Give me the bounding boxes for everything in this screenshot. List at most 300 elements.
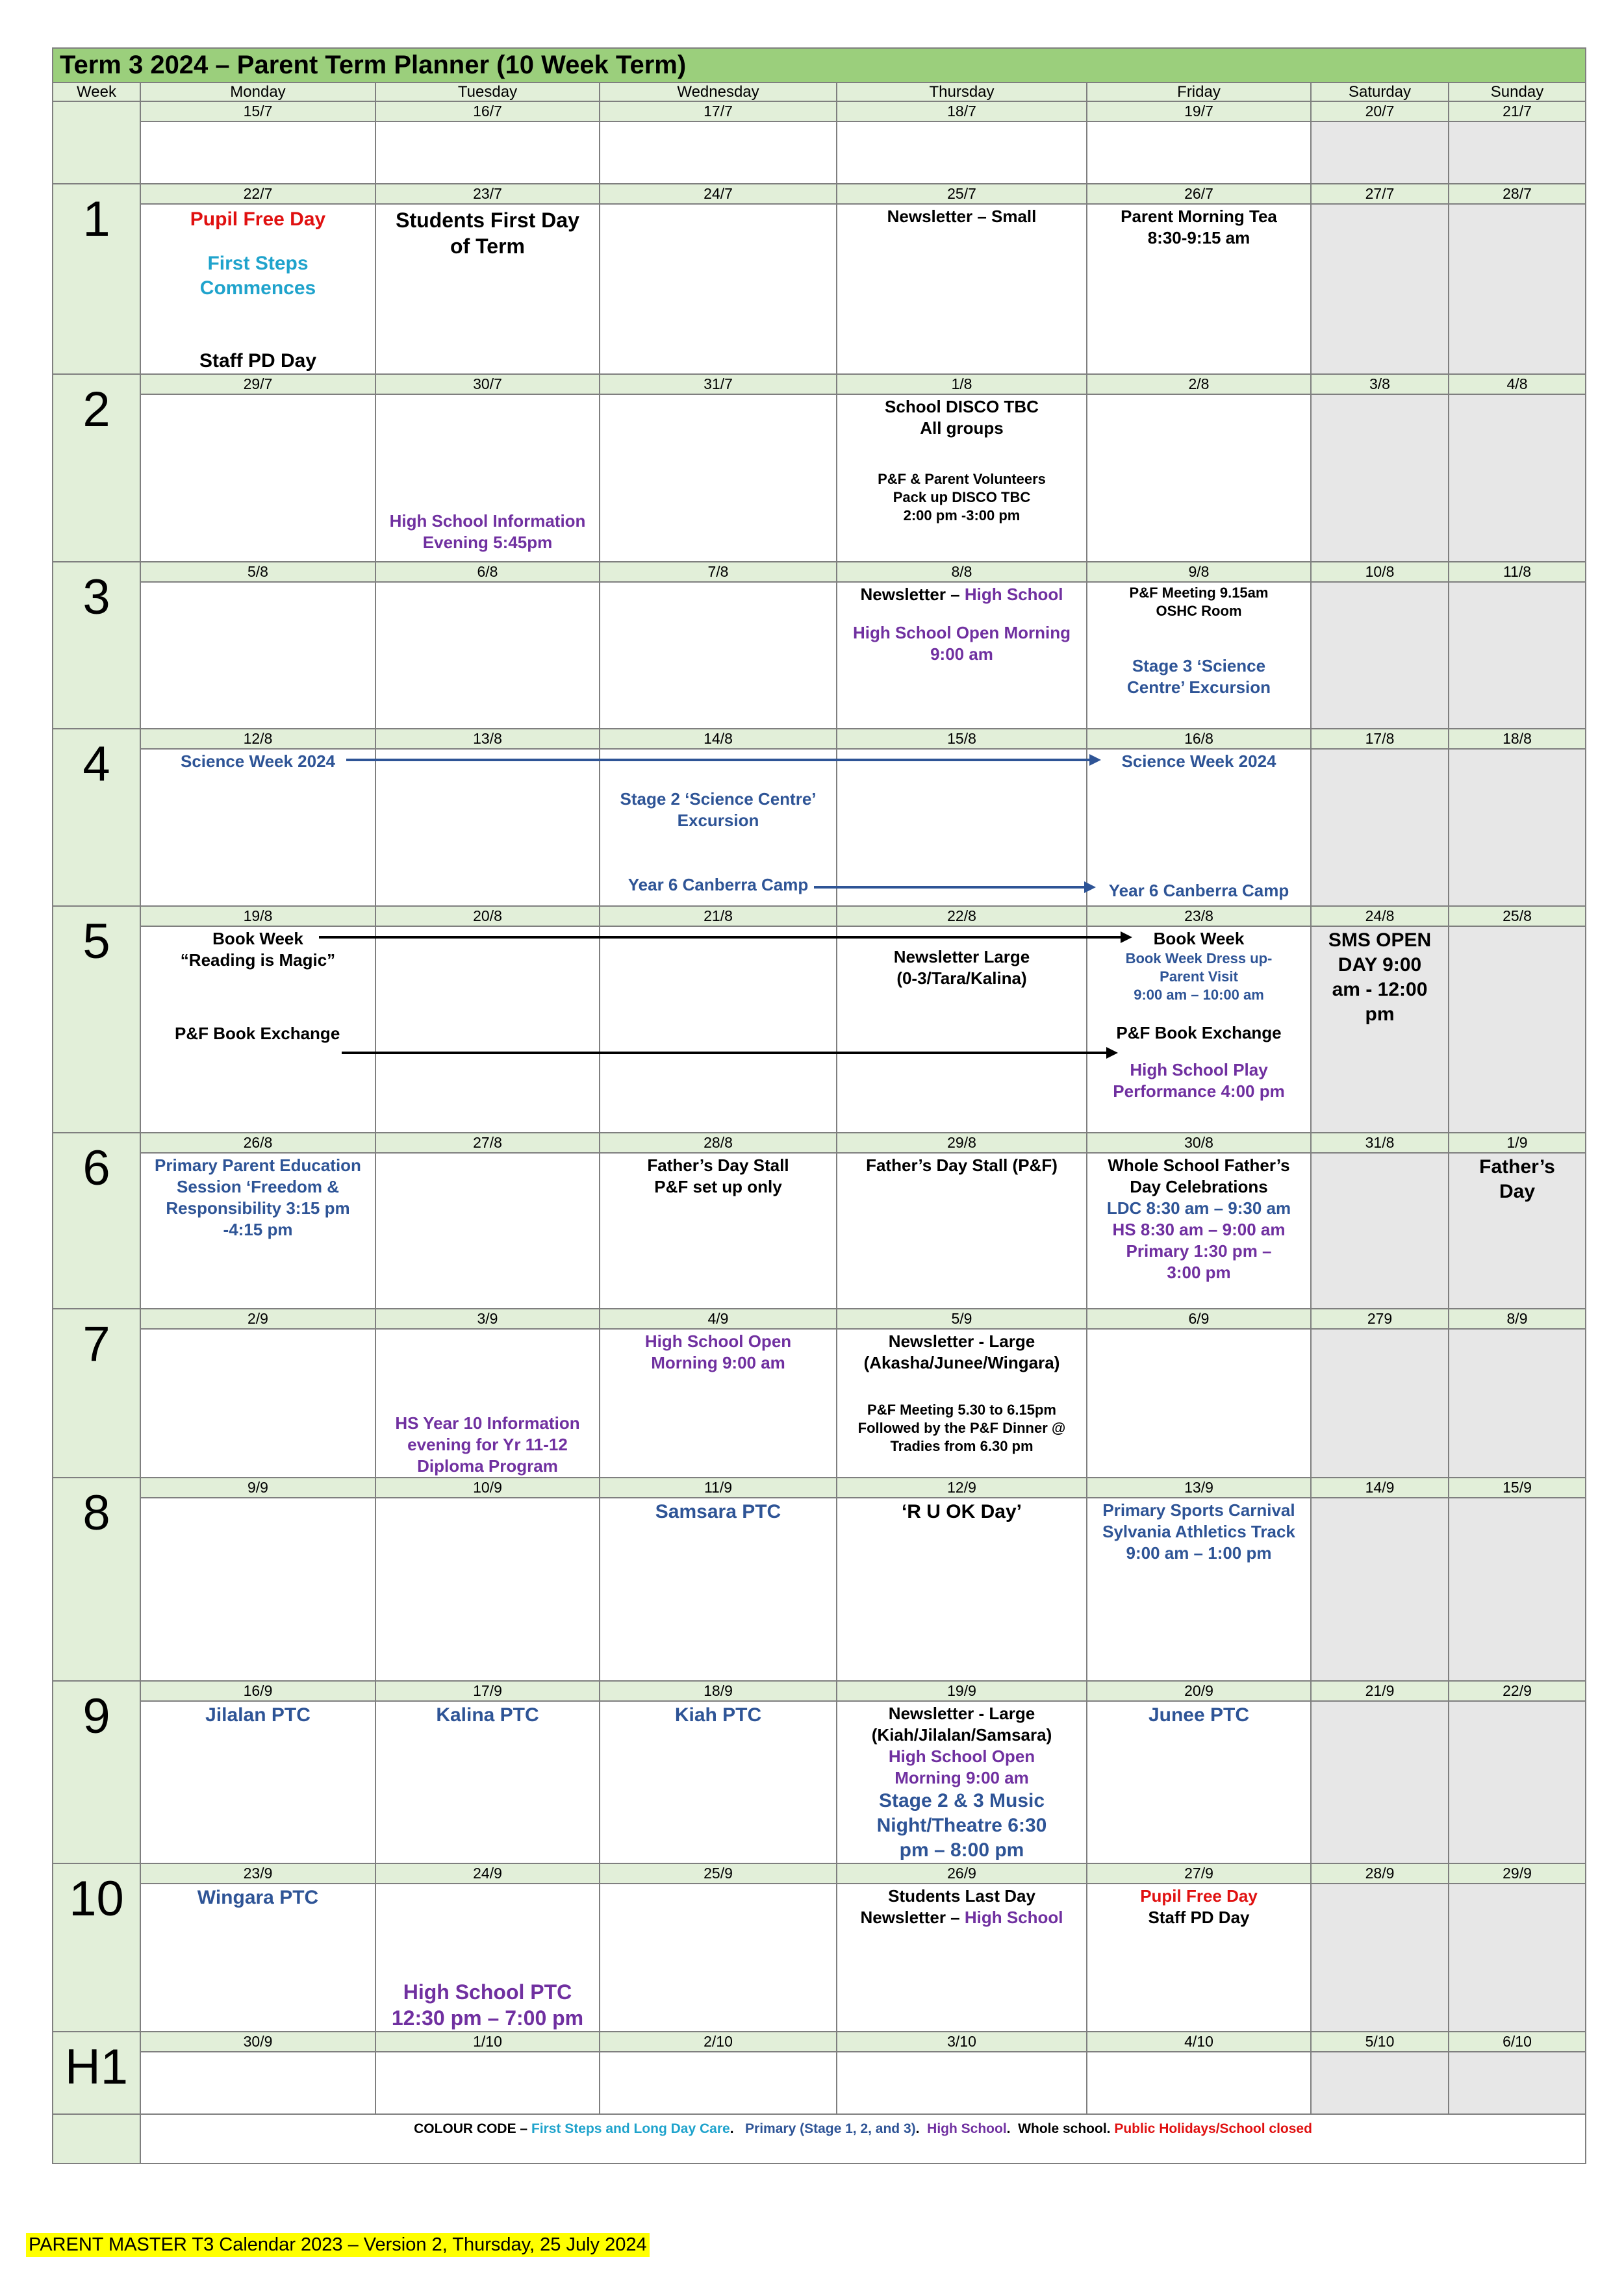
week-7-friday-date: 6/9 bbox=[1087, 1309, 1311, 1329]
week-1-thursday-cell bbox=[837, 204, 1087, 374]
event-text: All groups bbox=[920, 418, 1004, 438]
event-text: Father’s Day bbox=[1479, 1156, 1555, 1202]
week-9-monday-date: 16/9 bbox=[140, 1681, 375, 1701]
week-8-monday-date: 9/9 bbox=[140, 1478, 375, 1498]
week-7-events-row bbox=[53, 1329, 1586, 1478]
week-10-date-row bbox=[53, 1863, 1586, 1884]
week-10-wednesday-cell bbox=[600, 1884, 837, 2032]
event-text: Science Week 2024 bbox=[1121, 751, 1276, 771]
week-3-sunday-cell bbox=[1449, 582, 1586, 729]
week-6-wednesday-date: 28/8 bbox=[600, 1133, 837, 1153]
event-text: P&F set up only bbox=[654, 1177, 782, 1196]
week-h1-tuesday-cell bbox=[375, 2052, 600, 2114]
week-2-friday-date: 2/8 bbox=[1087, 374, 1311, 394]
week-h1-monday-date: 30/9 bbox=[140, 2032, 375, 2052]
event-text: Book Week Dress up-Parent Visit bbox=[1125, 950, 1273, 985]
event-text: Year 6 Canberra Camp bbox=[628, 875, 809, 894]
week-5-friday-cell bbox=[1087, 926, 1311, 1133]
event-text: Science Week 2024 bbox=[180, 751, 336, 771]
week-4-events-row bbox=[53, 749, 1586, 906]
week-h1-sunday-cell bbox=[1449, 2052, 1586, 2114]
event-text: HS 8:30 am – 9:00 am bbox=[1112, 1220, 1286, 1239]
week-3-friday-cell bbox=[1087, 582, 1311, 729]
week-10-thursday-date: 26/9 bbox=[837, 1863, 1087, 1884]
week-1-tuesday-date: 23/7 bbox=[375, 184, 600, 204]
week-7-friday-cell bbox=[1087, 1329, 1311, 1478]
event-text: Newsletter - Large (Akasha/Junee/Wingara) bbox=[863, 1331, 1060, 1372]
legend-whole-school: Whole school bbox=[1018, 2121, 1107, 2136]
week-0-wednesday-cell bbox=[600, 121, 837, 184]
event-text: Pupil Free Day bbox=[190, 208, 326, 230]
week-6-monday-date: 26/8 bbox=[140, 1133, 375, 1153]
event-text: Samsara PTC bbox=[655, 1501, 781, 1522]
event-text: Newsletter - Large (Kiah/Jilalan/Samsara) bbox=[871, 1704, 1052, 1745]
week-6-sunday-cell bbox=[1449, 1153, 1586, 1309]
week-9-tuesday-date: 17/9 bbox=[375, 1681, 600, 1701]
event-text: High School Open Morning 9:00 am bbox=[644, 1331, 792, 1372]
week-7-wednesday-cell bbox=[600, 1329, 837, 1478]
legend-public-holidays: Public Holidays/School closed bbox=[1114, 2121, 1312, 2136]
week-3-thursday-cell bbox=[837, 582, 1087, 729]
page-title: Term 3 2024 – Parent Term Planner (10 Week Term) bbox=[53, 48, 1586, 82]
event-text: High School Open Morning 9:00 am bbox=[888, 1747, 1035, 1787]
week-10-label-cell bbox=[53, 1863, 140, 2032]
week-h1-monday-cell bbox=[140, 2052, 375, 2114]
week-6-friday-date: 30/8 bbox=[1087, 1133, 1311, 1153]
event-text: P&F Book Exchange bbox=[175, 1024, 340, 1043]
week-h1-friday-date: 4/10 bbox=[1087, 2032, 1311, 2052]
week-5-thursday-date: 22/8 bbox=[837, 906, 1087, 926]
week-h1-saturday-date: 5/10 bbox=[1311, 2032, 1449, 2052]
week-5-sunday-date: 25/8 bbox=[1449, 906, 1586, 926]
week-number: 4 bbox=[82, 737, 110, 792]
week-0-tuesday-date: 16/7 bbox=[375, 101, 600, 121]
week-1-date-row bbox=[53, 184, 1586, 204]
week-h1-friday-cell bbox=[1087, 2052, 1311, 2114]
week-number: 5 bbox=[82, 914, 110, 969]
week-h1-events-row bbox=[53, 2052, 1586, 2114]
week-0-saturday-cell bbox=[1311, 121, 1449, 184]
week-7-wednesday-date: 4/9 bbox=[600, 1309, 837, 1329]
event-text: Stage 2 ‘Science Centre’ Excursion bbox=[620, 789, 817, 830]
week-4-sunday-date: 18/8 bbox=[1449, 729, 1586, 749]
week-0-friday-date: 19/7 bbox=[1087, 101, 1311, 121]
week-8-friday-cell bbox=[1087, 1498, 1311, 1681]
week-2-monday-date: 29/7 bbox=[140, 374, 375, 394]
week-6-monday-cell bbox=[140, 1153, 375, 1309]
week-h1-saturday-cell bbox=[1311, 2052, 1449, 2114]
event-text: 9:00 am – 10:00 am bbox=[1134, 987, 1264, 1003]
week-0-thursday-cell bbox=[837, 121, 1087, 184]
week-4-saturday-date: 17/8 bbox=[1311, 729, 1449, 749]
week-8-wednesday-cell bbox=[600, 1498, 837, 1681]
event-newsletter-line bbox=[837, 1907, 1086, 1928]
week-2-tuesday-date: 30/7 bbox=[375, 374, 600, 394]
week-10-friday-date: 27/9 bbox=[1087, 1863, 1311, 1884]
week-4-friday-cell bbox=[1087, 749, 1311, 906]
week-2-sunday-date: 4/8 bbox=[1449, 374, 1586, 394]
week-number: 3 bbox=[82, 570, 110, 625]
week-8-tuesday-date: 10/9 bbox=[375, 1478, 600, 1498]
week-7-thursday-date: 5/9 bbox=[837, 1309, 1087, 1329]
event-text: Staff PD Day bbox=[199, 350, 317, 372]
event-text: Kalina PTC bbox=[436, 1704, 539, 1726]
event-text: Primary 1:30 pm – 3:00 pm bbox=[1126, 1241, 1272, 1282]
week-3-sunday-date: 11/8 bbox=[1449, 562, 1586, 582]
week-4-wednesday-date: 14/8 bbox=[600, 729, 837, 749]
week-4-tuesday-cell bbox=[375, 749, 600, 906]
week-2-friday-cell bbox=[1087, 394, 1311, 562]
week-1-thursday-date: 25/7 bbox=[837, 184, 1087, 204]
week-h1-thursday-cell bbox=[837, 2052, 1087, 2114]
week-7-sunday-date: 8/9 bbox=[1449, 1309, 1586, 1329]
event-text: Book Week bbox=[1153, 929, 1245, 948]
week-number: 2 bbox=[82, 382, 110, 437]
header-saturday: Saturday bbox=[1311, 82, 1449, 101]
event-text: Pack up DISCO TBC bbox=[893, 489, 1031, 505]
event-text: Year 6 Canberra Camp bbox=[1108, 881, 1289, 900]
week-2-saturday-date: 3/8 bbox=[1311, 374, 1449, 394]
week-3-thursday-date: 8/8 bbox=[837, 562, 1087, 582]
week-6-thursday-cell bbox=[837, 1153, 1087, 1309]
week-8-sunday-date: 15/9 bbox=[1449, 1478, 1586, 1498]
week-7-tuesday-cell bbox=[375, 1329, 600, 1478]
week-8-friday-date: 13/9 bbox=[1087, 1478, 1311, 1498]
header-monday: Monday bbox=[140, 82, 375, 101]
week-10-monday-cell bbox=[140, 1884, 375, 2032]
event-text: Newsletter – Small bbox=[887, 207, 1037, 226]
week-10-sunday-cell bbox=[1449, 1884, 1586, 2032]
week-2-thursday-cell bbox=[837, 394, 1087, 562]
week-7-saturday-date: 279 bbox=[1311, 1309, 1449, 1329]
week-2-tuesday-cell bbox=[375, 394, 600, 562]
week-9-label-cell bbox=[53, 1681, 140, 1863]
event-text: High School Open Morning 9:00 am bbox=[852, 623, 1071, 664]
week-5-monday-cell bbox=[140, 926, 375, 1133]
week-h1-wednesday-date: 2/10 bbox=[600, 2032, 837, 2052]
week-7-sunday-cell bbox=[1449, 1329, 1586, 1478]
week-h1-date-row bbox=[53, 2032, 1586, 2052]
week-5-wednesday-date: 21/8 bbox=[600, 906, 837, 926]
week-4-label-cell bbox=[53, 729, 140, 906]
event-text: LDC 8:30 am – 9:30 am bbox=[1106, 1198, 1291, 1218]
week-0-monday-cell bbox=[140, 121, 375, 184]
week-9-sunday-date: 22/9 bbox=[1449, 1681, 1586, 1701]
event-text: Jilalan PTC bbox=[205, 1704, 311, 1726]
week-3-monday-cell bbox=[140, 582, 375, 729]
week-5-thursday-cell bbox=[837, 926, 1087, 1133]
event-text: High School bbox=[964, 585, 1063, 604]
week-1-saturday-cell bbox=[1311, 204, 1449, 374]
week-10-monday-date: 23/9 bbox=[140, 1863, 375, 1884]
week-3-monday-date: 5/8 bbox=[140, 562, 375, 582]
week-number: 1 bbox=[82, 192, 110, 247]
week-9-wednesday-date: 18/9 bbox=[600, 1681, 837, 1701]
legend-week-cell bbox=[53, 2114, 140, 2164]
event-text: Newsletter Large bbox=[893, 947, 1030, 966]
week-4-monday-date: 12/8 bbox=[140, 729, 375, 749]
week-2-wednesday-cell bbox=[600, 394, 837, 562]
week-10-friday-cell bbox=[1087, 1884, 1311, 2032]
week-0-tuesday-cell bbox=[375, 121, 600, 184]
week-9-thursday-cell bbox=[837, 1701, 1087, 1863]
week-h1-label-cell bbox=[53, 2032, 140, 2114]
day-header-row bbox=[53, 82, 1586, 101]
week-number: 10 bbox=[69, 1871, 124, 1926]
week-number: 8 bbox=[82, 1485, 110, 1541]
week-8-events-row bbox=[53, 1498, 1586, 1681]
event-text: 8:30-9:15 am bbox=[1147, 228, 1250, 247]
header-week: Week bbox=[53, 82, 140, 101]
week-10-tuesday-date: 24/9 bbox=[375, 1863, 600, 1884]
week-0-thursday-date: 18/7 bbox=[837, 101, 1087, 121]
legend-first-steps: First Steps and Long Day Care bbox=[531, 2121, 730, 2136]
event-text: SMS OPEN DAY 9:00 am - 12:00 pm bbox=[1328, 929, 1432, 1025]
event-text: Primary Parent Education Session ‘Freedom & Responsibility 3:15 pm -4:15 pm bbox=[155, 1155, 361, 1239]
week-8-wednesday-date: 11/9 bbox=[600, 1478, 837, 1498]
week-10-saturday-date: 28/9 bbox=[1311, 1863, 1449, 1884]
week-3-friday-date: 9/8 bbox=[1087, 562, 1311, 582]
event-text: “Reading is Magic” bbox=[180, 950, 336, 970]
legend-high-school: High School bbox=[927, 2121, 1007, 2136]
event-text: Wingara PTC bbox=[197, 1887, 319, 1908]
week-5-saturday-cell bbox=[1311, 926, 1449, 1133]
week-5-friday-date: 23/8 bbox=[1087, 906, 1311, 926]
event-text: P&F Meeting 5.30 to 6.15pm Followed by the P&F Dinner @ Tradies from 6.30 pm bbox=[857, 1402, 1066, 1454]
week-9-wednesday-cell bbox=[600, 1701, 837, 1863]
week-7-thursday-cell bbox=[837, 1329, 1087, 1478]
week-h1-thursday-date: 3/10 bbox=[837, 2032, 1087, 2052]
week-4-friday-date: 16/8 bbox=[1087, 729, 1311, 749]
week-3-tuesday-date: 6/8 bbox=[375, 562, 600, 582]
week-3-wednesday-cell bbox=[600, 582, 837, 729]
week-1-wednesday-cell bbox=[600, 204, 837, 374]
event-text: Kiah PTC bbox=[674, 1704, 762, 1726]
weeks-body bbox=[53, 101, 1586, 2114]
event-text: Pupil Free Day bbox=[1140, 1886, 1258, 1906]
week-5-saturday-date: 24/8 bbox=[1311, 906, 1449, 926]
week-10-tuesday-cell bbox=[375, 1884, 600, 2032]
event-text: High School bbox=[964, 1908, 1063, 1927]
week-6-wednesday-cell bbox=[600, 1153, 837, 1309]
event-text: Parent Morning Tea bbox=[1121, 207, 1277, 226]
week-5-date-row bbox=[53, 906, 1586, 926]
week-5-events-row bbox=[53, 926, 1586, 1133]
week-7-monday-date: 2/9 bbox=[140, 1309, 375, 1329]
week-4-wednesday-cell bbox=[600, 749, 837, 906]
event-text: Primary Sports Carnival Sylvania Athletics Track 9:00 am – 1:00 pm bbox=[1102, 1500, 1295, 1563]
week-9-sunday-cell bbox=[1449, 1701, 1586, 1863]
colour-code-legend: COLOUR CODE – First Steps and Long Day Care. Primary (Stage 1, 2, and 3). High School. Whole school. Public Holidays/School closed bbox=[140, 2114, 1586, 2164]
week-9-tuesday-cell bbox=[375, 1701, 600, 1863]
week-5-sunday-cell bbox=[1449, 926, 1586, 1133]
week-1-friday-date: 26/7 bbox=[1087, 184, 1311, 204]
week-6-events-row bbox=[53, 1153, 1586, 1309]
term-planner-table bbox=[52, 47, 1586, 2164]
week-10-saturday-cell bbox=[1311, 1884, 1449, 2032]
week-6-saturday-cell bbox=[1311, 1153, 1449, 1309]
event-text: HS Year 10 Information evening for Yr 11-12 Diploma Program bbox=[395, 1413, 580, 1476]
week-10-wednesday-date: 25/9 bbox=[600, 1863, 837, 1884]
week-7-monday-cell bbox=[140, 1329, 375, 1478]
week-0-label-cell bbox=[53, 101, 140, 184]
event-text: High School Play Performance 4:00 pm bbox=[1113, 1060, 1285, 1101]
week-4-sunday-cell bbox=[1449, 749, 1586, 906]
week-10-thursday-cell bbox=[837, 1884, 1087, 2032]
week-6-sunday-date: 1/9 bbox=[1449, 1133, 1586, 1153]
week-6-friday-cell bbox=[1087, 1153, 1311, 1309]
week-9-events-row bbox=[53, 1701, 1586, 1863]
week-7-saturday-cell bbox=[1311, 1329, 1449, 1478]
event-text: Stage 2 & 3 Music Night/Theatre 6:30 pm – 8:00 pm bbox=[876, 1790, 1047, 1861]
event-text: High School Information Evening 5:45pm bbox=[389, 511, 586, 552]
week-6-label-cell bbox=[53, 1133, 140, 1309]
week-3-wednesday-date: 7/8 bbox=[600, 562, 837, 582]
week-9-saturday-cell bbox=[1311, 1701, 1449, 1863]
week-8-tuesday-cell bbox=[375, 1498, 600, 1681]
week-number: 9 bbox=[82, 1689, 110, 1744]
week-10-sunday-date: 29/9 bbox=[1449, 1863, 1586, 1884]
week-7-tuesday-date: 3/9 bbox=[375, 1309, 600, 1329]
week-4-monday-cell bbox=[140, 749, 375, 906]
week-2-monday-cell bbox=[140, 394, 375, 562]
event-text: High School PTC 12:30 pm – 7:00 pm bbox=[391, 1980, 584, 2030]
week-0-events-row bbox=[53, 121, 1586, 184]
event-text: Students Last Day bbox=[888, 1886, 1035, 1906]
week-8-date-row bbox=[53, 1478, 1586, 1498]
week-3-label-cell bbox=[53, 562, 140, 729]
week-1-monday-date: 22/7 bbox=[140, 184, 375, 204]
week-3-events-row bbox=[53, 582, 1586, 729]
week-8-saturday-date: 14/9 bbox=[1311, 1478, 1449, 1498]
week-3-saturday-cell bbox=[1311, 582, 1449, 729]
event-text: Father’s Day Stall (P&F) bbox=[866, 1155, 1058, 1175]
week-7-label-cell bbox=[53, 1309, 140, 1478]
week-4-saturday-cell bbox=[1311, 749, 1449, 906]
week-5-tuesday-cell bbox=[375, 926, 600, 1133]
week-number: 7 bbox=[82, 1317, 110, 1372]
week-5-wednesday-cell bbox=[600, 926, 837, 1133]
week-6-tuesday-cell bbox=[375, 1153, 600, 1309]
week-number bbox=[53, 102, 140, 108]
week-7-date-row bbox=[53, 1309, 1586, 1329]
week-6-tuesday-date: 27/8 bbox=[375, 1133, 600, 1153]
header-wednesday: Wednesday bbox=[600, 82, 837, 101]
week-number: 6 bbox=[82, 1141, 110, 1196]
week-5-tuesday-date: 20/8 bbox=[375, 906, 600, 926]
event-text: Newsletter – bbox=[860, 1908, 965, 1927]
week-0-saturday-date: 20/7 bbox=[1311, 101, 1449, 121]
week-0-monday-date: 15/7 bbox=[140, 101, 375, 121]
week-1-monday-cell bbox=[140, 204, 375, 374]
week-4-thursday-cell bbox=[837, 749, 1087, 906]
week-2-wednesday-date: 31/7 bbox=[600, 374, 837, 394]
week-0-wednesday-date: 17/7 bbox=[600, 101, 837, 121]
week-1-saturday-date: 27/7 bbox=[1311, 184, 1449, 204]
week-6-date-row bbox=[53, 1133, 1586, 1153]
week-1-tuesday-cell bbox=[375, 204, 600, 374]
week-4-thursday-date: 15/8 bbox=[837, 729, 1087, 749]
header-thursday: Thursday bbox=[837, 82, 1087, 101]
event-text: (0-3/Tara/Kalina) bbox=[896, 968, 1027, 988]
week-8-sunday-cell bbox=[1449, 1498, 1586, 1681]
week-h1-wednesday-cell bbox=[600, 2052, 837, 2114]
event-text: P&F Meeting 9.15am bbox=[1129, 585, 1269, 601]
event-text: P&F & Parent Volunteers bbox=[878, 471, 1046, 487]
week-9-friday-date: 20/9 bbox=[1087, 1681, 1311, 1701]
event-text: Whole School Father’s Day Celebrations bbox=[1108, 1155, 1290, 1196]
event-text: Junee PTC bbox=[1148, 1704, 1250, 1726]
event-text: Father’s Day Stall bbox=[647, 1155, 789, 1175]
event-text: Students First Day of Term bbox=[396, 208, 579, 258]
week-2-saturday-cell bbox=[1311, 394, 1449, 562]
event-text: ‘R U OK Day’ bbox=[901, 1501, 1022, 1522]
week-8-monday-cell bbox=[140, 1498, 375, 1681]
week-4-tuesday-date: 13/8 bbox=[375, 729, 600, 749]
event-text: P&F Book Exchange bbox=[1116, 1023, 1282, 1042]
week-9-thursday-date: 19/9 bbox=[837, 1681, 1087, 1701]
week-0-sunday-cell bbox=[1449, 121, 1586, 184]
week-2-events-row bbox=[53, 394, 1586, 562]
event-text: Newsletter – bbox=[860, 585, 965, 604]
event-text: Stage 3 ‘Science Centre’ Excursion bbox=[1126, 656, 1271, 697]
week-6-thursday-date: 29/8 bbox=[837, 1133, 1087, 1153]
header-tuesday: Tuesday bbox=[375, 82, 600, 101]
event-newsletter-line bbox=[837, 584, 1086, 605]
week-8-label-cell bbox=[53, 1478, 140, 1681]
event-text: Book Week bbox=[212, 929, 303, 948]
event-text: 2:00 pm -3:00 pm bbox=[903, 507, 1021, 524]
footer-version-note: PARENT MASTER T3 Calendar 2023 – Version 2, Thursday, 25 July 2024 bbox=[26, 2233, 650, 2257]
week-10-events-row bbox=[53, 1884, 1586, 2032]
week-1-wednesday-date: 24/7 bbox=[600, 184, 837, 204]
legend-prefix: COLOUR CODE – bbox=[414, 2121, 531, 2136]
week-0-sunday-date: 21/7 bbox=[1449, 101, 1586, 121]
week-h1-tuesday-date: 1/10 bbox=[375, 2032, 600, 2052]
week-9-friday-cell bbox=[1087, 1701, 1311, 1863]
header-sunday: Sunday bbox=[1449, 82, 1586, 101]
week-0-friday-cell bbox=[1087, 121, 1311, 184]
week-8-saturday-cell bbox=[1311, 1498, 1449, 1681]
week-2-date-row bbox=[53, 374, 1586, 394]
event-text: First Steps Commences bbox=[199, 253, 316, 299]
week-1-friday-cell bbox=[1087, 204, 1311, 374]
week-8-thursday-cell bbox=[837, 1498, 1087, 1681]
week-1-sunday-date: 28/7 bbox=[1449, 184, 1586, 204]
week-3-saturday-date: 10/8 bbox=[1311, 562, 1449, 582]
event-text: Staff PD Day bbox=[1148, 1908, 1250, 1927]
week-3-date-row bbox=[53, 562, 1586, 582]
week-6-saturday-date: 31/8 bbox=[1311, 1133, 1449, 1153]
week-5-label-cell bbox=[53, 906, 140, 1133]
week-8-thursday-date: 12/9 bbox=[837, 1478, 1087, 1498]
event-text: OSHC Room bbox=[1156, 603, 1242, 619]
event-text: School DISCO TBC bbox=[885, 397, 1039, 416]
week-2-thursday-date: 1/8 bbox=[837, 374, 1087, 394]
week-9-date-row bbox=[53, 1681, 1586, 1701]
week-9-saturday-date: 21/9 bbox=[1311, 1681, 1449, 1701]
header-friday: Friday bbox=[1087, 82, 1311, 101]
week-1-events-row bbox=[53, 204, 1586, 374]
week-2-label-cell bbox=[53, 374, 140, 562]
week-5-monday-date: 19/8 bbox=[140, 906, 375, 926]
legend-primary: Primary (Stage 1, 2, and 3) bbox=[745, 2121, 916, 2136]
week-1-label-cell bbox=[53, 184, 140, 374]
week-4-date-row bbox=[53, 729, 1586, 749]
week-1-sunday-cell bbox=[1449, 204, 1586, 374]
week-number: H1 bbox=[64, 2039, 129, 2095]
week-h1-sunday-date: 6/10 bbox=[1449, 2032, 1586, 2052]
